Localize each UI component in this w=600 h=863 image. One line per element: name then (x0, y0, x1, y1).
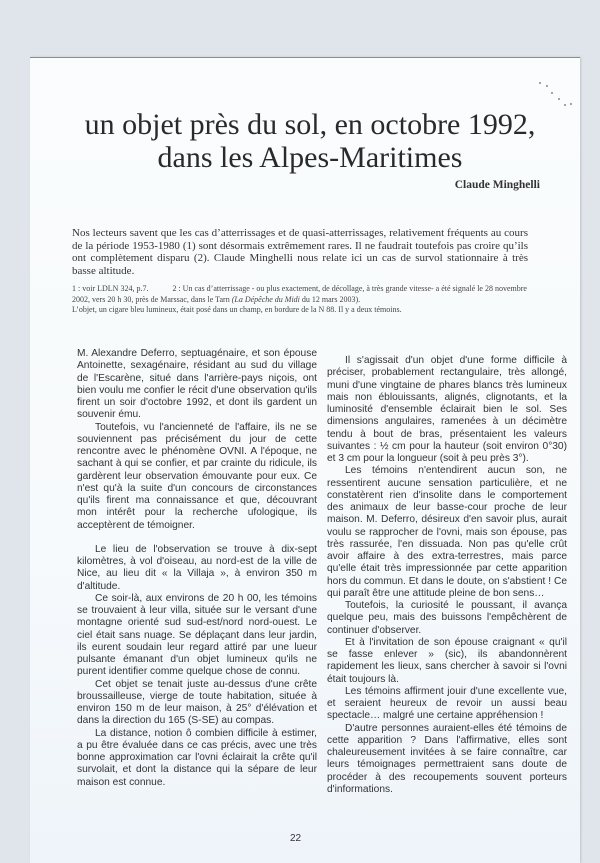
footnote-1: 1 : voir LDLN 324, p.7. (72, 284, 149, 293)
paragraph: D'autre personnes auraient-elles été témoins de cette apparition ? Dans l'affirmative, elles sont chaleureusement invitées à se faire connaître, car leurs témoignages permettraient sans doute de procéder à des recoupements souvent porteurs d'informations. (327, 722, 567, 795)
paragraph: Le lieu de l'observation se trouve à dix-sept kilomètres, à vol d'oiseau, au nord-est de la ville de Nice, au lieu dit « la Villaja », à environ 350 m d'altitude. (77, 543, 317, 592)
page-number: 22 (290, 833, 302, 844)
paragraph: M. Alexandre Deferro, septuagénaire, et son épouse Antoinette, sexagénaire, résidant au sud du village de l'Escarène, situé dans l'arrière-pays niçois, ont bien voulu me confier le récit d'une observation qu'ils firent un soir d'octobre 1992, et dont ils gardent un souvenir ému. (77, 348, 317, 421)
paragraph: La distance, notion ô combien difficile à estimer, a pu être évaluée dans ce cas précis, avec une très bonne approximation car l'ovni éclairait la crête qu'il survolait, et dont la distance qui la sépare de leur maison est connue. (77, 727, 317, 788)
footnotes (72, 284, 532, 316)
paragraph: Les témoins affirment jouir d'une excellente vue, et seraient heureux de revoir un aussi beau spectacle… malgré une certaine appréhension ! (327, 685, 567, 722)
paragraph: Toutefois, vu l'ancienneté de l'affaire, ils ne se souviennent pas précisément du jour de cette rencontre avec le phénomène OVNI. A l'époque, ne sachant à qui se confier, et par crainte du ridicule, ils gardèrent leur observation émouvante pour eux. Ce n'est qu'à la suite d'un concours de circonstances qu'ils firent ma connaissance et que, découvrant mon intérêt pour la recherche ufologique, ils acceptèrent de témoigner. (77, 421, 317, 531)
article-title-line-2: dans les Alpes-Maritimes (157, 141, 463, 174)
author-name: Claude Minghelli (454, 179, 540, 191)
footnote-2-continued: L’objet, un cigare bleu lumineux, était posé dans un champ, en bordure de la N 88. Il y a deux témoins. (72, 305, 402, 314)
right-column (327, 355, 567, 796)
paragraph: Cet objet se tenait juste au-dessus d'une crête broussailleuse, vierge de toute habitation, située à environ 150 m de leur maison, à 25° d'élévation et dans la direction du 165 (S-SE) au compas. (77, 678, 317, 727)
article-intro: Nos lecteurs savent que les cas d’atterrissages et de quasi-atterrissages, relativement fréquents au cours de la période 1953-1980 (1) sont désormais extrêmement rares. Il ne faudrait toutefois pas croire qu’ils ont complètement disparu (2). Claude Minghelli nous relate ici un cas de survol stationnaire à très basse altitude. (72, 227, 528, 277)
article-title-line-1: un objet près du sol, en octobre 1992, (84, 108, 536, 141)
paragraph: Et à l'invitation de son épouse craignant « qu'il se fasse enlever » (sic), ils abandonnèrent rapidement les lieux, sans chercher à savoir si l'ovni était toujours là. (327, 636, 567, 685)
left-column (77, 348, 317, 789)
footnote-2: 2 : Un cas d’atterrissage - ou plus exactement, de décollage, à très grande vitesse- a été signalé le 28 novembre 2002, vers 20 h 30, près de Marssac, dans le Tarn (La Dépêche du Midi du 12 mars 2003). (72, 284, 527, 304)
paragraph: Les témoins n'entendirent aucun son, ne ressentirent aucune sensation particulière, et ne constatèrent rien d'insolite dans le comportement des animaux de leur basse-cour proche de leur maison. M. Deferro, désireux d'en savoir plus, aurait voulu se rapprocher de l'ovni, mais son épouse, pas très rassurée, l'en dissuada. Non pas qu'elle crût avoir affaire à des extra-terrestres, mais parce qu'elle était très impressionnée par cette apparition hors du commun. Et dans le doute, on s'abstient ! Ce qui paraît être une attitude pleine de bon sens… (327, 465, 567, 599)
paragraph: Il s'agissait d'un objet d'une forme difficile à préciser, probablement rectangulaire, très allongé, muni d'une vingtaine de phares blancs très lumineux mais non éblouissants, alignés, clignotants, et la luminosité d'ensemble éclairait bien le sol. Ses dimensions angulaires, ramenées à un décimètre tendu à bout de bras, présentaient les valeurs suivantes : ½ cm pour la hauteur (soit environ 0°30) et 3 cm pour la longueur (soit à peu près 3°). (327, 355, 567, 464)
paragraph: Toutefois, la curiosité le poussant, il avança quelque peu, mais des buissons l'empêchèrent de continuer d'observer. (327, 600, 567, 636)
paragraph: Ce soir-là, aux environs de 20 h 00, les témoins se trouvaient à leur villa, située sur le versant d'une montagne orienté sud sud-est/nord nord-ouest. Le ciel était sans nuage. Se déplaçant dans leur jardin, ils eurent soudain leur regard attiré par une lueur pulsante émanant d'un objet lumineux qu'ils ne purent identifier comme quelque chose de connu. (77, 592, 317, 678)
footnote-2-source: (La Dépêche du Midi (231, 294, 300, 304)
